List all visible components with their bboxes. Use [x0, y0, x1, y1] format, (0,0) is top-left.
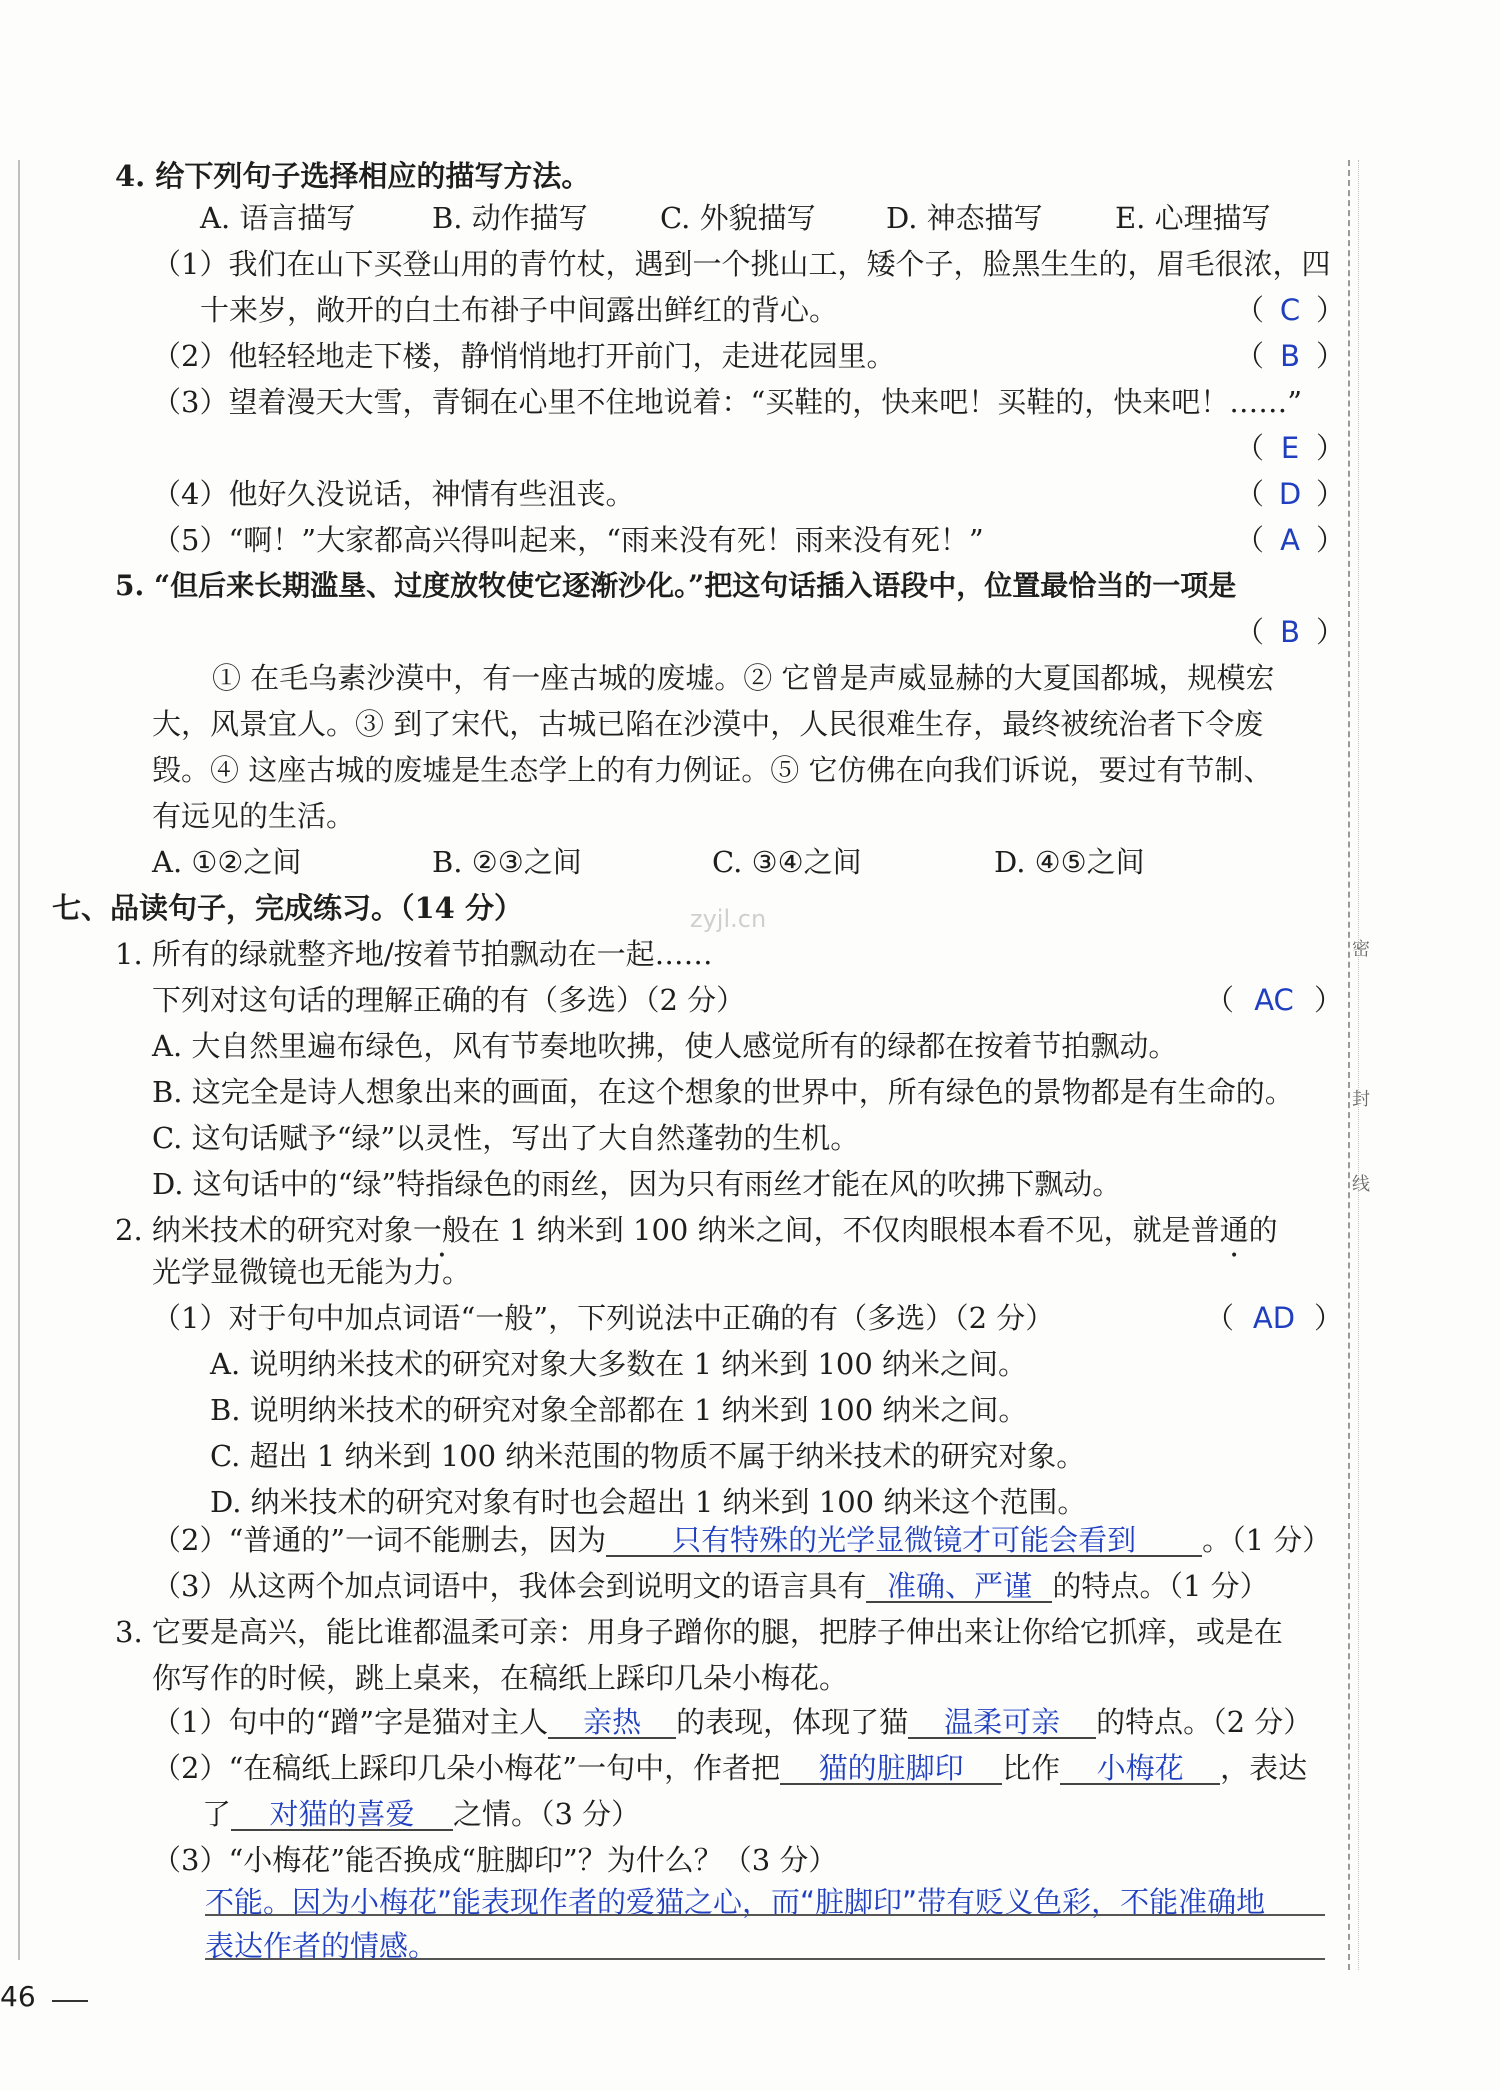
s7q2-sentence-line2: 光学显微镜也无能为力。	[152, 1255, 472, 1289]
q4-item5-answer-paren: （ A ）	[1235, 523, 1346, 557]
q5-title: 5. “但后来长期滥垦、过度放牧使它逐渐沙化。”把这句话插入语段中，位置最恰当的一项是	[115, 569, 1237, 602]
q4-option-d: D. 神态描写	[886, 201, 1043, 235]
q5-passage-line3: 毁。④ 这座古城的废墟是生态学上的有力例证。⑤ 它仿佛在向我们诉说，要过有节制、	[152, 753, 1273, 787]
s7q3-sub2-pre: （2）“在稿纸上踩印几朵小梅花”一句中，作者把	[152, 1751, 781, 1785]
s7q1-answer-paren: （ AC ）	[1205, 983, 1344, 1017]
q4-title: 4. 给下列句子选择相应的描写方法。	[115, 159, 591, 193]
answer-rule-1	[205, 1914, 1325, 1916]
page-number-dash	[52, 2000, 88, 2002]
s7q2-sub3	[152, 1568, 1269, 1604]
q4-item2-answer: B	[1280, 339, 1300, 373]
q5-passage-line1: ① 在毛乌素沙漠中，有一座古城的废墟。② 它曾是声威显赫的大夏国都城，规模宏	[212, 661, 1275, 695]
s7q3-sub3-answer-line1: 不能。因为小梅花”能表现作者的爱猫之心，而“脏脚印”带有贬义色彩，不能准确地	[205, 1885, 1266, 1919]
s7q3-sub2-line2-post: 之情。（3 分）	[453, 1797, 641, 1831]
s7q2-sub1-option-d: D. 纳米技术的研究对象有时也会超出 1 纳米到 100 纳米这个范围。	[210, 1485, 1087, 1519]
s7q2-sub1-prompt: （1）对于句中加点词语“一般”，下列说法中正确的有（多选）（2 分）	[152, 1301, 1055, 1335]
s7q3-sub3-answer-line2: 表达作者的情感。	[205, 1929, 438, 1963]
s7q2-sub3-post: 的特点。（1 分）	[1052, 1569, 1269, 1603]
q5-option-d: D. ④⑤之间	[994, 845, 1145, 879]
s7q2-sentence-a: 2. 纳米技术的研究对象	[115, 1213, 413, 1247]
s7q3-sub1-mid: 的表现，体现了猫	[676, 1705, 909, 1739]
q4-item1-line1: （1）我们在山下买登山用的青竹杖，遇到一个挑山工，矮个子，脸黑生生的，眉毛很浓，四	[152, 247, 1331, 281]
q4-item2-answer-paren: （ B ）	[1235, 339, 1346, 373]
q4-option-c: C. 外貌描写	[660, 201, 816, 235]
q5-option-a: A. ①②之间	[152, 845, 302, 879]
s7q3-sub1	[152, 1704, 1312, 1740]
s7q2-sentence-b: 在 1 纳米到 100 纳米之间，不仅肉眼根本看不见，就是	[470, 1213, 1191, 1247]
s7q3-sub2-answer2: 小梅花	[1060, 1753, 1220, 1785]
q4-item1-answer: C	[1279, 293, 1301, 327]
q4-item2: （2）他轻轻地走下楼，静悄悄地打开前门，走进花园里。	[152, 339, 896, 373]
s7q2-sub1-answer-paren: （ AD ）	[1205, 1301, 1344, 1335]
s7q1-option-c: C. 这句话赋予“绿”以灵性，写出了大自然蓬勃的生机。	[152, 1121, 860, 1155]
q4-item3: （3）望着漫天大雪，青铜在心里不住地说着：“买鞋的，快来吧！买鞋的，快来吧！……”	[152, 385, 1303, 419]
s7q3-sub2-post: ，表达	[1220, 1751, 1308, 1785]
q4-option-b: B. 动作描写	[432, 201, 588, 235]
s7q2-sub2	[152, 1522, 1331, 1558]
q4-option-a: A. 语言描写	[200, 201, 356, 235]
q4-item5: （5）“啊！”大家都高兴得叫起来，“雨来没有死！雨来没有死！”	[152, 523, 984, 557]
s7q2-sub2-pre: （2）“普通的”一词不能删去，因为	[152, 1523, 607, 1557]
binding-line-dotted	[1358, 160, 1359, 1970]
q5-answer: B	[1280, 615, 1300, 649]
s7q2-sub1-option-c: C. 超出 1 纳米到 100 纳米范围的物质不属于纳米技术的研究对象。	[210, 1439, 1086, 1473]
s7q2-dotted-yiban: 一般	[412, 1213, 471, 1247]
q5-answer-paren: （ B ）	[1235, 615, 1346, 649]
s7q1-prompt: 下列对这句话的理解正确的有（多选）（2 分）	[152, 983, 746, 1017]
q4-item1-line2: 十来岁，敞开的白土布褂子中间露出鲜红的背心。	[200, 293, 839, 327]
s7q3-sub1-pre: （1）句中的“蹭”字是猫对主人	[152, 1705, 549, 1739]
watermark: zyjl.cn	[690, 905, 767, 933]
s7q3-sub2-line2-pre: 了	[202, 1797, 232, 1831]
q5-option-b: B. ②③之间	[432, 845, 582, 879]
q4-item5-answer: A	[1280, 523, 1300, 557]
s7q1-option-a: A. 大自然里遍布绿色，风有节奏地吹拂，使人感觉所有的绿都在按着节拍飘动。	[152, 1029, 1178, 1063]
q5-option-c: C. ③④之间	[712, 845, 862, 879]
s7q1-option-b: B. 这完全是诗人想象出来的画面，在这个想象的世界中，所有绿色的景物都是有生命的。	[152, 1075, 1294, 1109]
s7q3-sub2-answer1: 猫的脏脚印	[780, 1753, 1002, 1785]
section7-title: 七、品读句子，完成练习。（14 分）	[52, 891, 523, 925]
q4-item1-answer-paren: （ C ）	[1235, 293, 1346, 327]
s7q3-sub3-prompt: （3）“小梅花”能否换成“脏脚印”？为什么？（3 分）	[152, 1843, 838, 1877]
q5-passage-line4: 有远见的生活。	[152, 799, 356, 833]
binding-line	[1348, 160, 1350, 1970]
s7q2-sub1-option-b: B. 说明纳米技术的研究对象全部都在 1 纳米到 100 纳米之间。	[210, 1393, 1028, 1427]
s7q2-dotted-putongde: 普通的	[1190, 1213, 1278, 1247]
s7q3-line1: 3. 它要是高兴，能比谁都温柔可亲：用身子蹭你的腿，把脖子伸出来让你给它抓痒，或是在	[115, 1615, 1283, 1649]
s7q3-sub2-answer3: 对猫的喜爱	[231, 1799, 453, 1831]
s7q2-sub3-answer: 准确、严谨	[866, 1571, 1052, 1603]
s7q3-line2: 你写作的时候，跳上桌来，在稿纸上踩印几朵小梅花。	[152, 1661, 849, 1695]
page-number: 46	[0, 1980, 36, 2013]
answer-rule-2	[205, 1958, 1325, 1960]
q4-item4-answer: D	[1278, 477, 1302, 511]
q4-item4-answer-paren: （ D ）	[1235, 477, 1346, 511]
s7q3-sub1-answer1: 亲热	[548, 1707, 676, 1739]
s7q2-sub1-answer: AD	[1252, 1301, 1296, 1335]
q4-option-e: E. 心理描写	[1115, 201, 1271, 235]
s7q1-sentence: 1. 所有的绿就整齐地/按着节拍飘动在一起……	[115, 937, 713, 971]
binding-char-mi: 密	[1352, 939, 1370, 960]
binding-char-feng: 封	[1352, 1089, 1370, 1110]
s7q2-sub3-pre: （3）从这两个加点词语中，我体会到说明文的语言具有	[152, 1569, 867, 1603]
s7q3-sub2	[152, 1750, 1307, 1786]
s7q1-answer: AC	[1254, 983, 1294, 1017]
q5-passage-line2: 大，风景宜人。③ 到了宋代，古城已陷在沙漠中，人民很难生存，最终被统治者下令废	[152, 707, 1264, 741]
q4-item3-answer-paren: （ E ）	[1235, 431, 1346, 465]
q4-item3-answer: E	[1280, 431, 1300, 465]
s7q2-sub2-answer: 只有特殊的光学显微镜才可能会看到	[606, 1525, 1202, 1557]
left-margin-rule	[18, 160, 20, 1960]
s7q3-sub1-answer2: 温柔可亲	[908, 1707, 1096, 1739]
s7q2-sub2-post: 。（1 分）	[1202, 1523, 1332, 1557]
s7q1-option-d: D. 这句话中的“绿”特指绿色的雨丝，因为只有雨丝才能在风的吹拂下飘动。	[152, 1167, 1122, 1201]
s7q3-sub1-post: 的特点。（2 分）	[1096, 1705, 1313, 1739]
s7q2-sub1-option-a: A. 说明纳米技术的研究对象大多数在 1 纳米到 100 纳米之间。	[210, 1347, 1028, 1381]
q4-item4: （4）他好久没说话，神情有些沮丧。	[152, 477, 635, 511]
s7q2-sentence	[115, 1212, 1278, 1248]
s7q3-sub2-mid: 比作	[1002, 1751, 1061, 1785]
binding-char-xian: 线	[1352, 1174, 1370, 1195]
s7q3-sub2-line2	[202, 1796, 640, 1832]
